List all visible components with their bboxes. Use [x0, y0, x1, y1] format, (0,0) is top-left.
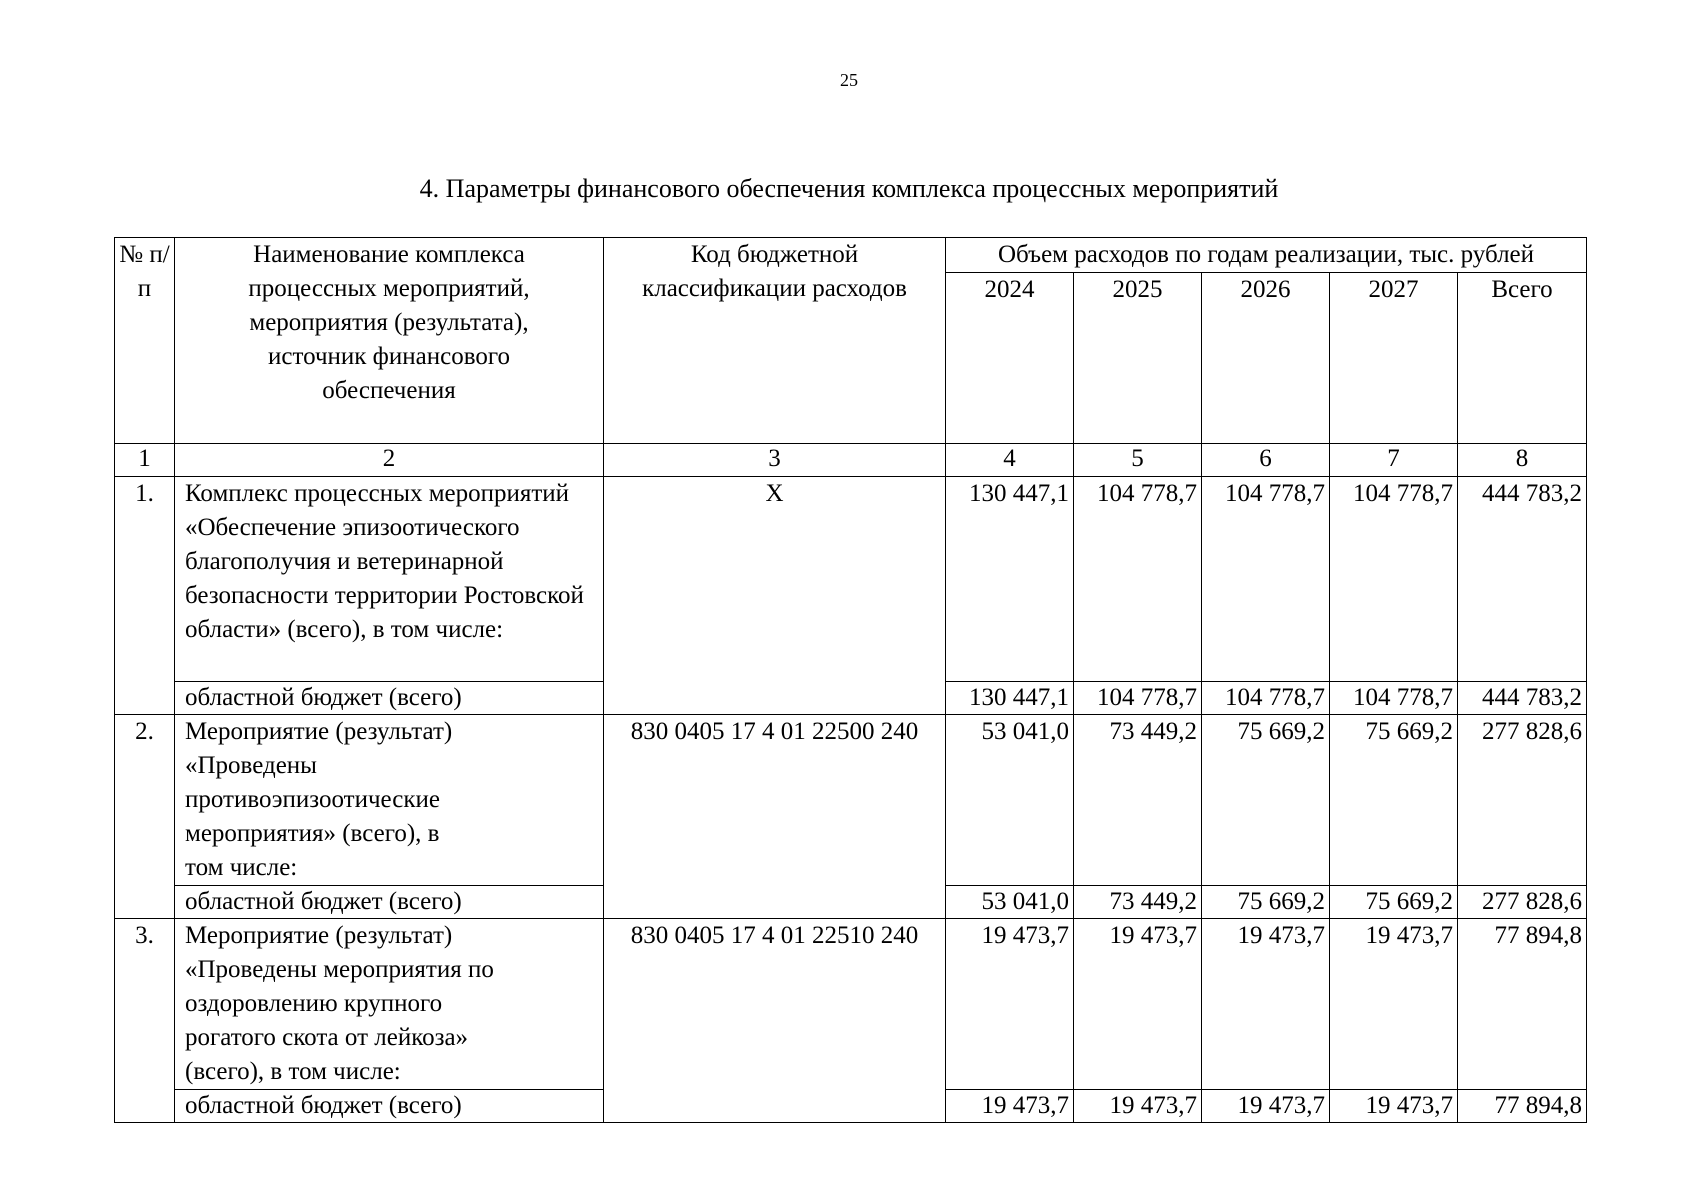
row-total: 277 828,6 [1458, 715, 1587, 886]
row-value: 19 473,7 [1202, 1090, 1330, 1123]
row-value: 19 473,7 [1074, 919, 1202, 1090]
header-code: Код бюджетной классификации расходов [604, 238, 946, 444]
row-value: 73 449,2 [1074, 886, 1202, 919]
row-value: 104 778,7 [1074, 477, 1202, 682]
column-number: 4 [946, 444, 1074, 477]
header-name: Наименование комплекса процессных мероприятий, мероприятия (результата), источник финансового обеспечения [175, 238, 604, 444]
table-row [115, 477, 1587, 682]
row-value: 19 473,7 [1330, 919, 1458, 1090]
column-number: 1 [115, 444, 175, 477]
column-number: 8 [1458, 444, 1587, 477]
row-value: 19 473,7 [1330, 1090, 1458, 1123]
row-name: Мероприятие (результат) «Проведены противоэпизоотические мероприятия» (всего), в том числе: [175, 715, 604, 886]
row-source: областной бюджет (всего) [175, 1090, 604, 1123]
row-value: 19 473,7 [946, 1090, 1074, 1123]
row-value: 75 669,2 [1330, 715, 1458, 886]
row-total: 444 783,2 [1458, 682, 1587, 715]
row-code: 830 0405 17 4 01 22500 240 [604, 715, 946, 919]
row-value: 104 778,7 [1330, 682, 1458, 715]
row-value: 104 778,7 [1202, 682, 1330, 715]
row-number: 3. [115, 919, 175, 1123]
page-number: 25 [840, 70, 858, 90]
row-value: 104 778,7 [1330, 477, 1458, 682]
row-number: 1. [115, 477, 175, 715]
row-total: 444 783,2 [1458, 477, 1587, 682]
row-value: 53 041,0 [946, 886, 1074, 919]
row-value: 75 669,2 [1202, 886, 1330, 919]
row-name: Комплекс процессных мероприятий «Обеспечение эпизоотического благополучия и ветеринарной безопасности территории Ростовской области» (всего), в том числе: [175, 477, 604, 682]
column-number: 2 [175, 444, 604, 477]
row-value: 75 669,2 [1202, 715, 1330, 886]
table-row [115, 919, 1587, 1090]
column-numbers-row [115, 444, 1587, 477]
row-code: 830 0405 17 4 01 22510 240 [604, 919, 946, 1123]
column-number: 7 [1330, 444, 1458, 477]
row-value: 104 778,7 [1074, 682, 1202, 715]
row-source: областной бюджет (всего) [175, 886, 604, 919]
row-code: X [604, 477, 946, 715]
row-total: 277 828,6 [1458, 886, 1587, 919]
row-value: 130 447,1 [946, 682, 1074, 715]
header-row [115, 238, 1587, 273]
section-title: 4. Параметры финансового обеспечения комплекса процессных мероприятий [419, 174, 1279, 203]
row-name: Мероприятие (результат) «Проведены мероприятия по оздоровлению крупного рогатого скота от лейкоза» (всего), в том числе: [175, 919, 604, 1090]
row-value: 19 473,7 [1074, 1090, 1202, 1123]
column-number: 6 [1202, 444, 1330, 477]
row-total: 77 894,8 [1458, 919, 1587, 1090]
row-value: 104 778,7 [1202, 477, 1330, 682]
row-value: 75 669,2 [1330, 886, 1458, 919]
row-total: 77 894,8 [1458, 1090, 1587, 1123]
financing-table [114, 237, 1587, 1123]
header-year: 2025 [1074, 273, 1202, 444]
header-year: 2027 [1330, 273, 1458, 444]
row-value: 19 473,7 [946, 919, 1074, 1090]
header-expenses-group: Объем расходов по годам реализации, тыс. рублей [946, 238, 1587, 273]
column-number: 3 [604, 444, 946, 477]
row-source: областной бюджет (всего) [175, 682, 604, 715]
row-value: 53 041,0 [946, 715, 1074, 886]
header-year: 2024 [946, 273, 1074, 444]
header-num: № п/п [115, 238, 175, 444]
row-number: 2. [115, 715, 175, 919]
row-value: 73 449,2 [1074, 715, 1202, 886]
header-total: Всего [1458, 273, 1587, 444]
header-year: 2026 [1202, 273, 1330, 444]
row-value: 19 473,7 [1202, 919, 1330, 1090]
column-number: 5 [1074, 444, 1202, 477]
row-value: 130 447,1 [946, 477, 1074, 682]
table-row [115, 715, 1587, 886]
